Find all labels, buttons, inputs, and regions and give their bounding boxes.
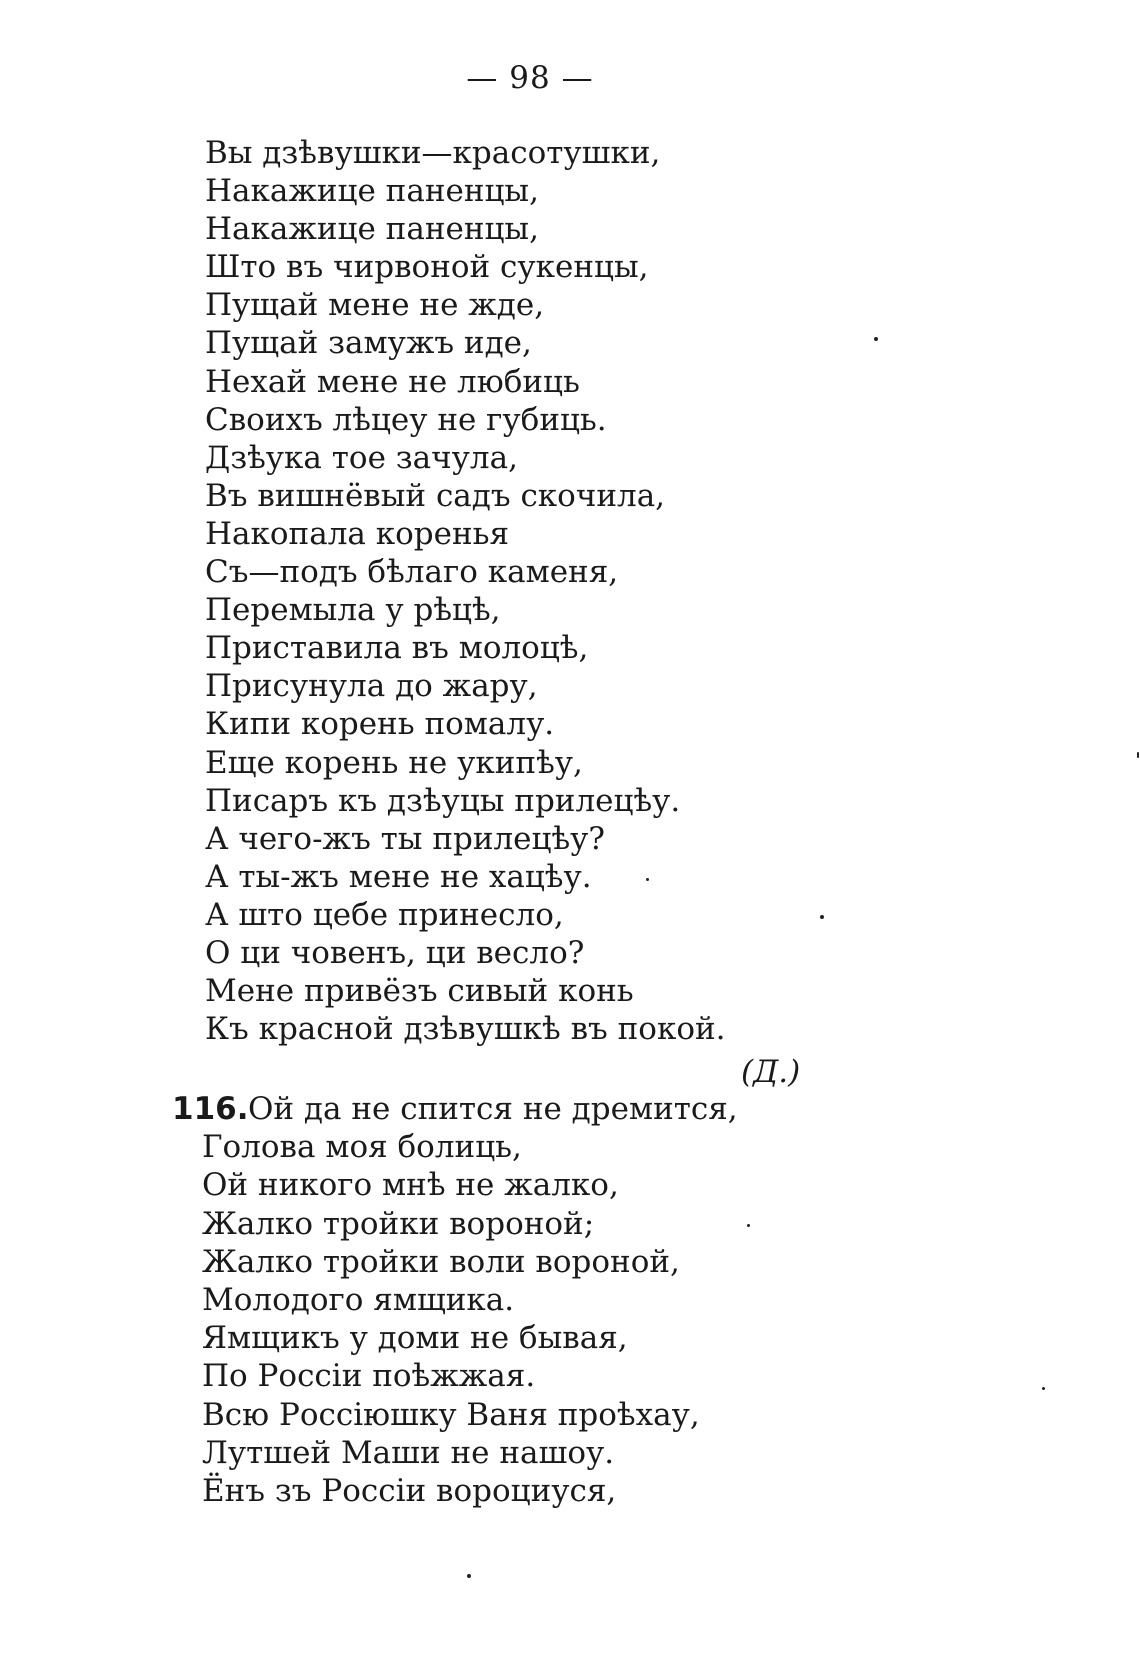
scan-speck — [874, 337, 878, 341]
poem-line: Къ красной дзѣвушкѣ въ покой. — [205, 1011, 726, 1048]
song-line: Жалко тройки вороной; — [202, 1205, 595, 1242]
scan-speck — [1137, 752, 1139, 758]
poem-line: О ци човенъ, ци весло? — [205, 934, 585, 971]
scan-speck — [1042, 1387, 1045, 1390]
poem-line: Перемыла у рѣцѣ, — [205, 592, 501, 629]
poem-line: Присунула до жару, — [205, 668, 538, 705]
poem-attribution: (Д.) — [741, 1054, 801, 1090]
poem-line: Нехай мене не любиць — [205, 363, 580, 400]
song-line: Жалко тройки воли вороной, — [202, 1243, 680, 1280]
poem-line: Въ вишнёвый садъ скочила, — [205, 477, 666, 514]
song-line: Всю Россiюшку Ваня проѣхау, — [202, 1396, 700, 1433]
song-line: По Россiи поѣжжая. — [202, 1358, 536, 1395]
scan-speck — [820, 915, 824, 919]
song-text — [202, 1090, 738, 1510]
song-line: Ой никого мнѣ не жалко, — [202, 1167, 619, 1204]
song-line: Ямщикъ у доми не бывая, — [202, 1320, 628, 1357]
scan-speck — [646, 878, 649, 881]
poem-line: Накопала коренья — [205, 515, 510, 552]
poem-stanza — [205, 134, 726, 1048]
song-number: 116. — [172, 1091, 249, 1127]
poem-line: Мене привёзъ сивый конь — [205, 973, 634, 1010]
poem-line: А чего-жъ ты прилецѣу? — [205, 820, 606, 857]
poem-line: Еще корень не укипѣу, — [205, 744, 583, 781]
poem-line: А ты-жъ мене не хацѣу. — [205, 858, 592, 895]
song-line: Молодого ямщика. — [202, 1281, 515, 1318]
poem-line: Пущай замужъ иде, — [205, 325, 532, 362]
scan-speck — [747, 1224, 750, 1227]
poem-line: Пущай мене не жде, — [205, 287, 545, 324]
scan-speck — [467, 1574, 471, 1578]
poem-line: Съ—подъ бѣлаго каменя, — [205, 554, 619, 591]
song-line: Лутшей Маши не нашоу. — [202, 1434, 615, 1471]
poem-line: Своихъ лѣцеу не губиць. — [205, 401, 607, 438]
poem-line: Накажице паненцы, — [205, 173, 539, 210]
song-line: Голова моя болиць, — [202, 1129, 522, 1166]
page-number: — 98 — — [466, 60, 594, 96]
poem-line: А што цебе принесло, — [205, 896, 564, 933]
poem-line: Вы дзѣвушки—красотушки, — [205, 135, 661, 171]
song-line: Ёнъ зъ Россiи вороциуся, — [202, 1472, 617, 1509]
poem-line: Приставила въ молоцѣ, — [205, 630, 589, 667]
poem-line: Накажице паненцы, — [205, 211, 539, 248]
song-line: Ой да не спится не дремится, — [248, 1091, 738, 1127]
poem-line: Дзѣука тое зачула, — [205, 439, 518, 476]
poem-line: Кипи корень помалу. — [205, 706, 555, 743]
poem-line: Писаръ къ дзѣуцы прилецѣу. — [205, 782, 681, 819]
poem-line: Што въ чирвоной сукенцы, — [205, 249, 649, 286]
